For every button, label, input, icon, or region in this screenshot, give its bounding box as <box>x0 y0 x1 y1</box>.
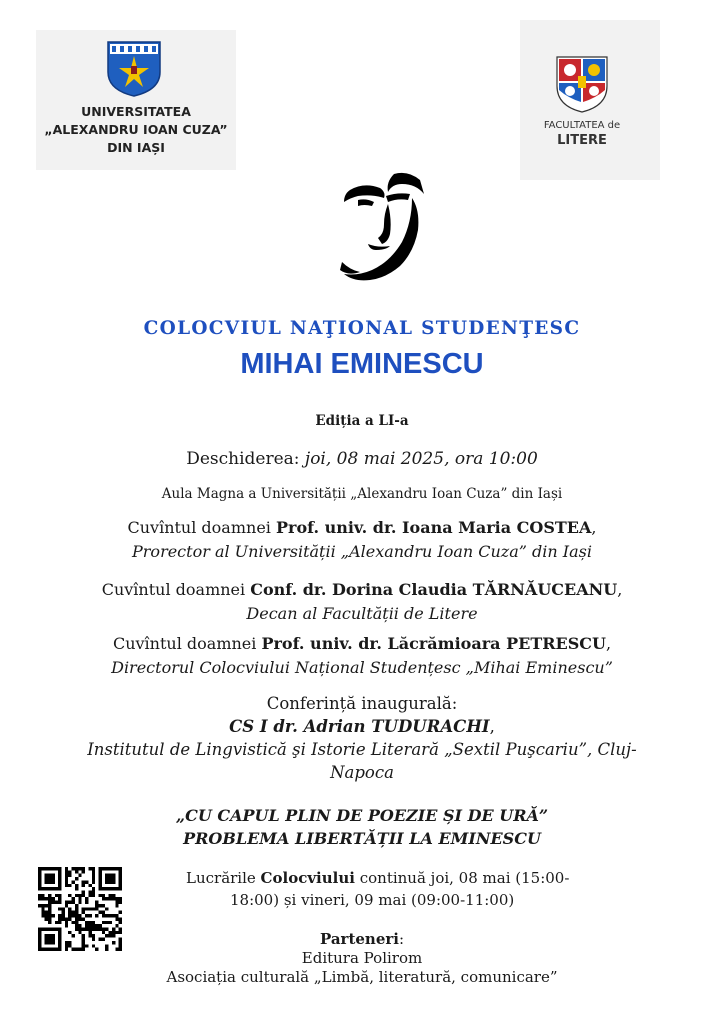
opening-label: Deschiderea: <box>186 449 305 469</box>
lecture-title-line2: PROBLEMA LIBERTĂȚII LA EMINESCU <box>183 829 541 848</box>
conference <box>0 692 724 784</box>
partners-heading-label: Parteneri <box>319 930 399 948</box>
speech-1-role: Prorector al Universității „Alexandru Ioan Cuza” din Iași <box>132 542 592 561</box>
university-logo <box>36 30 236 170</box>
university-name-line3: DIN IAȘI <box>107 140 165 155</box>
faculty-name-line2: LITERE <box>557 133 607 148</box>
event-title-line2: MIHAI EMINESCU <box>240 348 484 380</box>
conference-speaker: CS I dr. Adrian TUDURACHI <box>229 717 490 736</box>
speech-2-name: Conf. dr. Dorina Claudia TĂRNĂUCEANU <box>250 580 618 599</box>
faculty-logo <box>520 20 660 180</box>
partners-heading-colon: : <box>398 930 405 948</box>
speech-3-name: Prof. univ. dr. Lăcrămioara PETRESCU <box>261 634 606 653</box>
speech-3-suffix: , <box>605 634 612 653</box>
speech-2-suffix: , <box>617 580 623 599</box>
speech-3-role: Directorul Colocviului Național Studențesc „Mihai Eminescu” <box>111 658 613 677</box>
works-bold: Colocviului <box>260 869 355 887</box>
faculty-name-line1: FACULTATEA de <box>543 120 621 131</box>
works-line1 <box>186 867 626 889</box>
speech-1-intro: Cuvîntul doamnei <box>127 518 276 537</box>
speech-1-line <box>0 516 724 540</box>
event-title-line1: COLOCVIUL NAŢIONAL STUDENŢESC <box>143 318 581 339</box>
speech-3-intro: Cuvîntul doamnei <box>112 634 262 653</box>
speech-1-suffix: , <box>591 518 597 537</box>
lecture-title-line1: „CU CAPUL PLIN DE POEZIE ȘI DE URĂ” <box>175 806 549 825</box>
faculty-crest-icon <box>554 54 610 114</box>
university-name-line1: UNIVERSITATEA <box>81 104 191 119</box>
eminescu-portrait <box>336 170 426 288</box>
speech-2 <box>0 578 724 626</box>
speech-1 <box>0 516 724 564</box>
edition: Ediția a LI-a <box>315 413 409 429</box>
venue: Aula Magna a Universității „Alexandru Ioan Cuza” din Iași <box>161 486 563 502</box>
partner-item: Editura Polirom <box>301 949 423 967</box>
conference-institution-line1: Institutul de Lingvistică şi Istorie Literară „Sextil Puşcariu”, Cluj- <box>87 740 637 759</box>
speech-1-name: Prof. univ. dr. Ioana Maria COSTEA <box>276 518 592 537</box>
opening-datetime: joi, 08 mai 2025, ora 10:00 <box>304 449 538 469</box>
speech-3-line <box>0 632 724 656</box>
works-before: Lucrările <box>186 869 261 887</box>
works-line2: 18:00) și vineri, 09 mai (09:00-11:00) <box>230 891 515 909</box>
speech-2-intro: Cuvîntul doamnei <box>101 580 251 599</box>
conference-speaker-line <box>0 715 724 738</box>
works-schedule <box>186 867 626 911</box>
university-crest-icon <box>102 38 166 98</box>
speech-3 <box>0 632 724 680</box>
conference-speaker-suffix: , <box>489 717 495 736</box>
conference-institution-line2: Napoca <box>330 763 394 782</box>
partner-item: Asociația culturală „Limbă, literatură, comunicare” <box>166 968 558 986</box>
speech-2-role: Decan al Facultății de Litere <box>246 604 478 623</box>
opening <box>0 449 724 469</box>
university-name-line2: „ALEXANDRU IOAN CUZA” <box>44 122 228 137</box>
works-after: continuă joi, 08 mai (15:00- <box>354 869 570 887</box>
conference-label: Conferință inaugurală: <box>266 694 458 713</box>
lecture-title <box>0 804 724 850</box>
speech-2-line <box>0 578 724 602</box>
partners-heading <box>0 930 724 948</box>
